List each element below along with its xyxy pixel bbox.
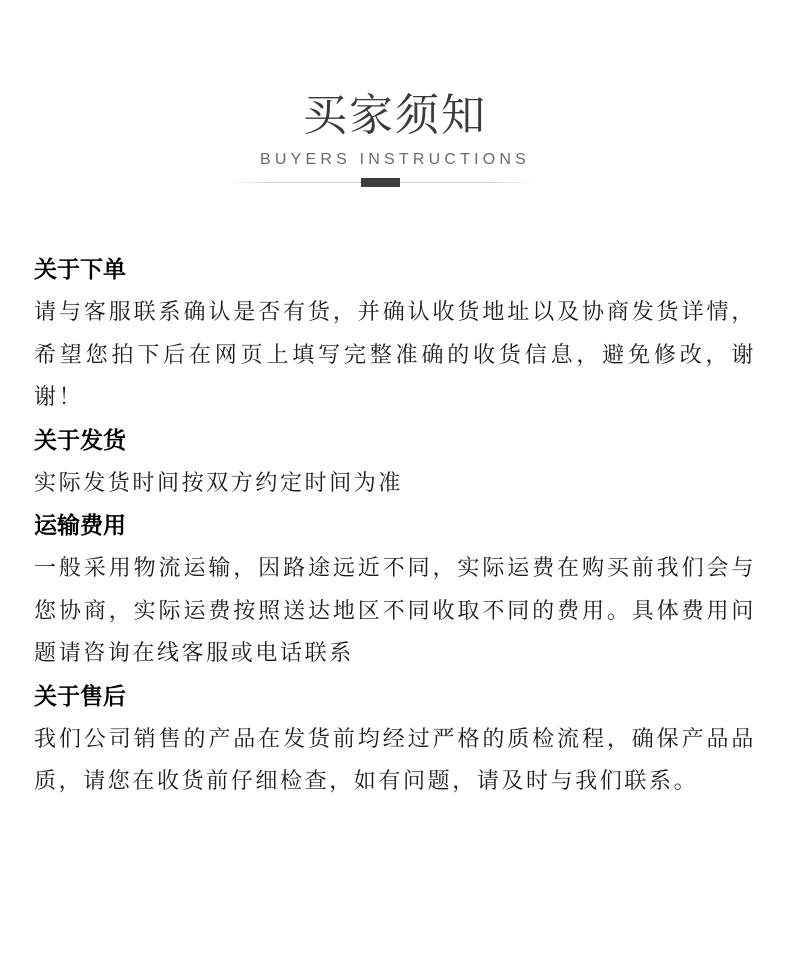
header-divider-bar — [361, 178, 400, 187]
section-after-sales — [34, 676, 756, 804]
section-ordering — [34, 249, 756, 420]
section-body-after-sales: 我们公司销售的产品在发货前均经过严格的质检流程，确保产品品质，请您在收货前仔细检查，如有问题，请及时与我们联系。 — [34, 726, 756, 794]
section-body-shipping: 实际发货时间按双方约定时间为准 — [34, 470, 404, 496]
header — [0, 0, 790, 200]
section-body-ordering: 请与客服联系确认是否有货，并确认收货地址以及协商发货详情，希望您拍下后在网页上填写完整准确的收货信息，避免修改，谢谢！ — [34, 300, 756, 410]
section-title-shipping: 关于发货 — [34, 427, 126, 454]
page-subtitle: BUYERS INSTRUCTIONS — [259, 151, 531, 168]
section-body-freight: 一般采用物流运输，因路途远近不同，实际运费在购买前我们会与您协商，实际运费按照送达地区不同收取不同的费用。具体费用问题请咨询在线客服或电话联系 — [34, 556, 756, 666]
section-title-ordering: 关于下单 — [34, 257, 126, 283]
section-title-after-sales: 关于售后 — [34, 683, 126, 710]
section-shipping — [34, 420, 756, 506]
instructions-content — [34, 249, 756, 804]
section-freight — [34, 505, 756, 676]
page-title: 买家须知 — [303, 90, 487, 141]
section-title-freight: 运输费用 — [34, 513, 126, 539]
